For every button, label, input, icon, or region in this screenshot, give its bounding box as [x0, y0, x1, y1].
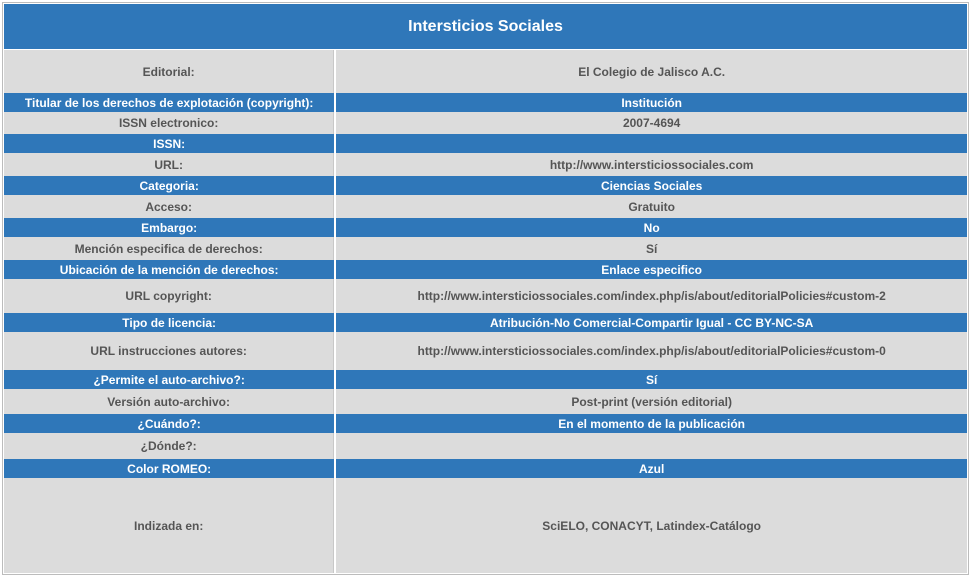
value-color-romeo: Azul	[336, 459, 967, 478]
label-color-romeo: Color ROMEO:	[4, 459, 334, 478]
row-ubicacion-mencion	[4, 260, 967, 279]
value-categoria: Ciencias Sociales	[336, 176, 967, 195]
row-issn-electronico	[4, 112, 967, 134]
label-url: URL:	[4, 153, 334, 176]
value-acceso: Gratuito	[336, 195, 967, 218]
label-url-instrucciones: URL instrucciones autores:	[4, 332, 334, 370]
label-version-auto-archivo: Versión auto-archivo:	[4, 389, 334, 414]
label-copyright-holder: Titular de los derechos de explotación (copyright):	[4, 93, 334, 112]
label-issn-electronico: ISSN electronico:	[4, 112, 334, 134]
row-copyright-holder	[4, 93, 967, 112]
row-categoria	[4, 176, 967, 195]
label-tipo-licencia: Tipo de licencia:	[4, 313, 334, 332]
value-issn	[336, 134, 967, 153]
value-cuando: En el momento de la publicación	[336, 414, 967, 433]
row-cuando	[4, 414, 967, 433]
value-tipo-licencia: Atribución-No Comercial-Compartir Igual - CC BY-NC-SA	[336, 313, 967, 332]
label-embargo: Embargo:	[4, 218, 334, 237]
value-version-auto-archivo: Post-print (versión editorial)	[336, 389, 967, 414]
label-indizada: Indizada en:	[4, 478, 334, 573]
row-embargo	[4, 218, 967, 237]
row-editorial	[4, 50, 967, 93]
row-issn	[4, 134, 967, 153]
value-donde	[336, 433, 967, 459]
value-url-instrucciones: http://www.intersticiossociales.com/index.php/is/about/editorialPolicies#custom-0	[336, 332, 967, 370]
row-url-copyright	[4, 279, 967, 313]
row-acceso	[4, 195, 967, 218]
row-tipo-licencia	[4, 313, 967, 332]
value-indizada: SciELO, CONACYT, Latindex-Catálogo	[336, 478, 967, 573]
row-indizada	[4, 478, 967, 573]
label-editorial: Editorial:	[4, 50, 334, 93]
row-auto-archivo	[4, 370, 967, 389]
value-copyright-holder: Institución	[336, 93, 967, 112]
label-categoria: Categoria:	[4, 176, 334, 195]
label-auto-archivo: ¿Permite el auto-archivo?:	[4, 370, 334, 389]
label-issn: ISSN:	[4, 134, 334, 153]
value-ubicacion-mencion: Enlace especifico	[336, 260, 967, 279]
row-url	[4, 153, 967, 176]
value-url-copyright: http://www.intersticiossociales.com/index.php/is/about/editorialPolicies#custom-2	[336, 279, 967, 313]
label-mencion-derechos: Mención especifica de derechos:	[4, 237, 334, 260]
label-cuando: ¿Cuándo?:	[4, 414, 334, 433]
row-donde	[4, 433, 967, 459]
row-url-instrucciones	[4, 332, 967, 370]
value-issn-electronico: 2007-4694	[336, 112, 967, 134]
value-auto-archivo: Sí	[336, 370, 967, 389]
label-url-copyright: URL copyright:	[4, 279, 334, 313]
value-url: http://www.intersticiossociales.com	[336, 153, 967, 176]
row-version-auto-archivo	[4, 389, 967, 414]
label-donde: ¿Dónde?:	[4, 433, 334, 459]
value-editorial: El Colegio de Jalisco A.C.	[336, 50, 967, 93]
row-color-romeo	[4, 459, 967, 478]
value-embargo: No	[336, 218, 967, 237]
journal-info-table	[2, 2, 969, 575]
journal-title: Intersticios Sociales	[4, 4, 967, 49]
label-acceso: Acceso:	[4, 195, 334, 218]
label-ubicacion-mencion: Ubicación de la mención de derechos:	[4, 260, 334, 279]
value-mencion-derechos: Sí	[336, 237, 967, 260]
row-mencion-derechos	[4, 237, 967, 260]
